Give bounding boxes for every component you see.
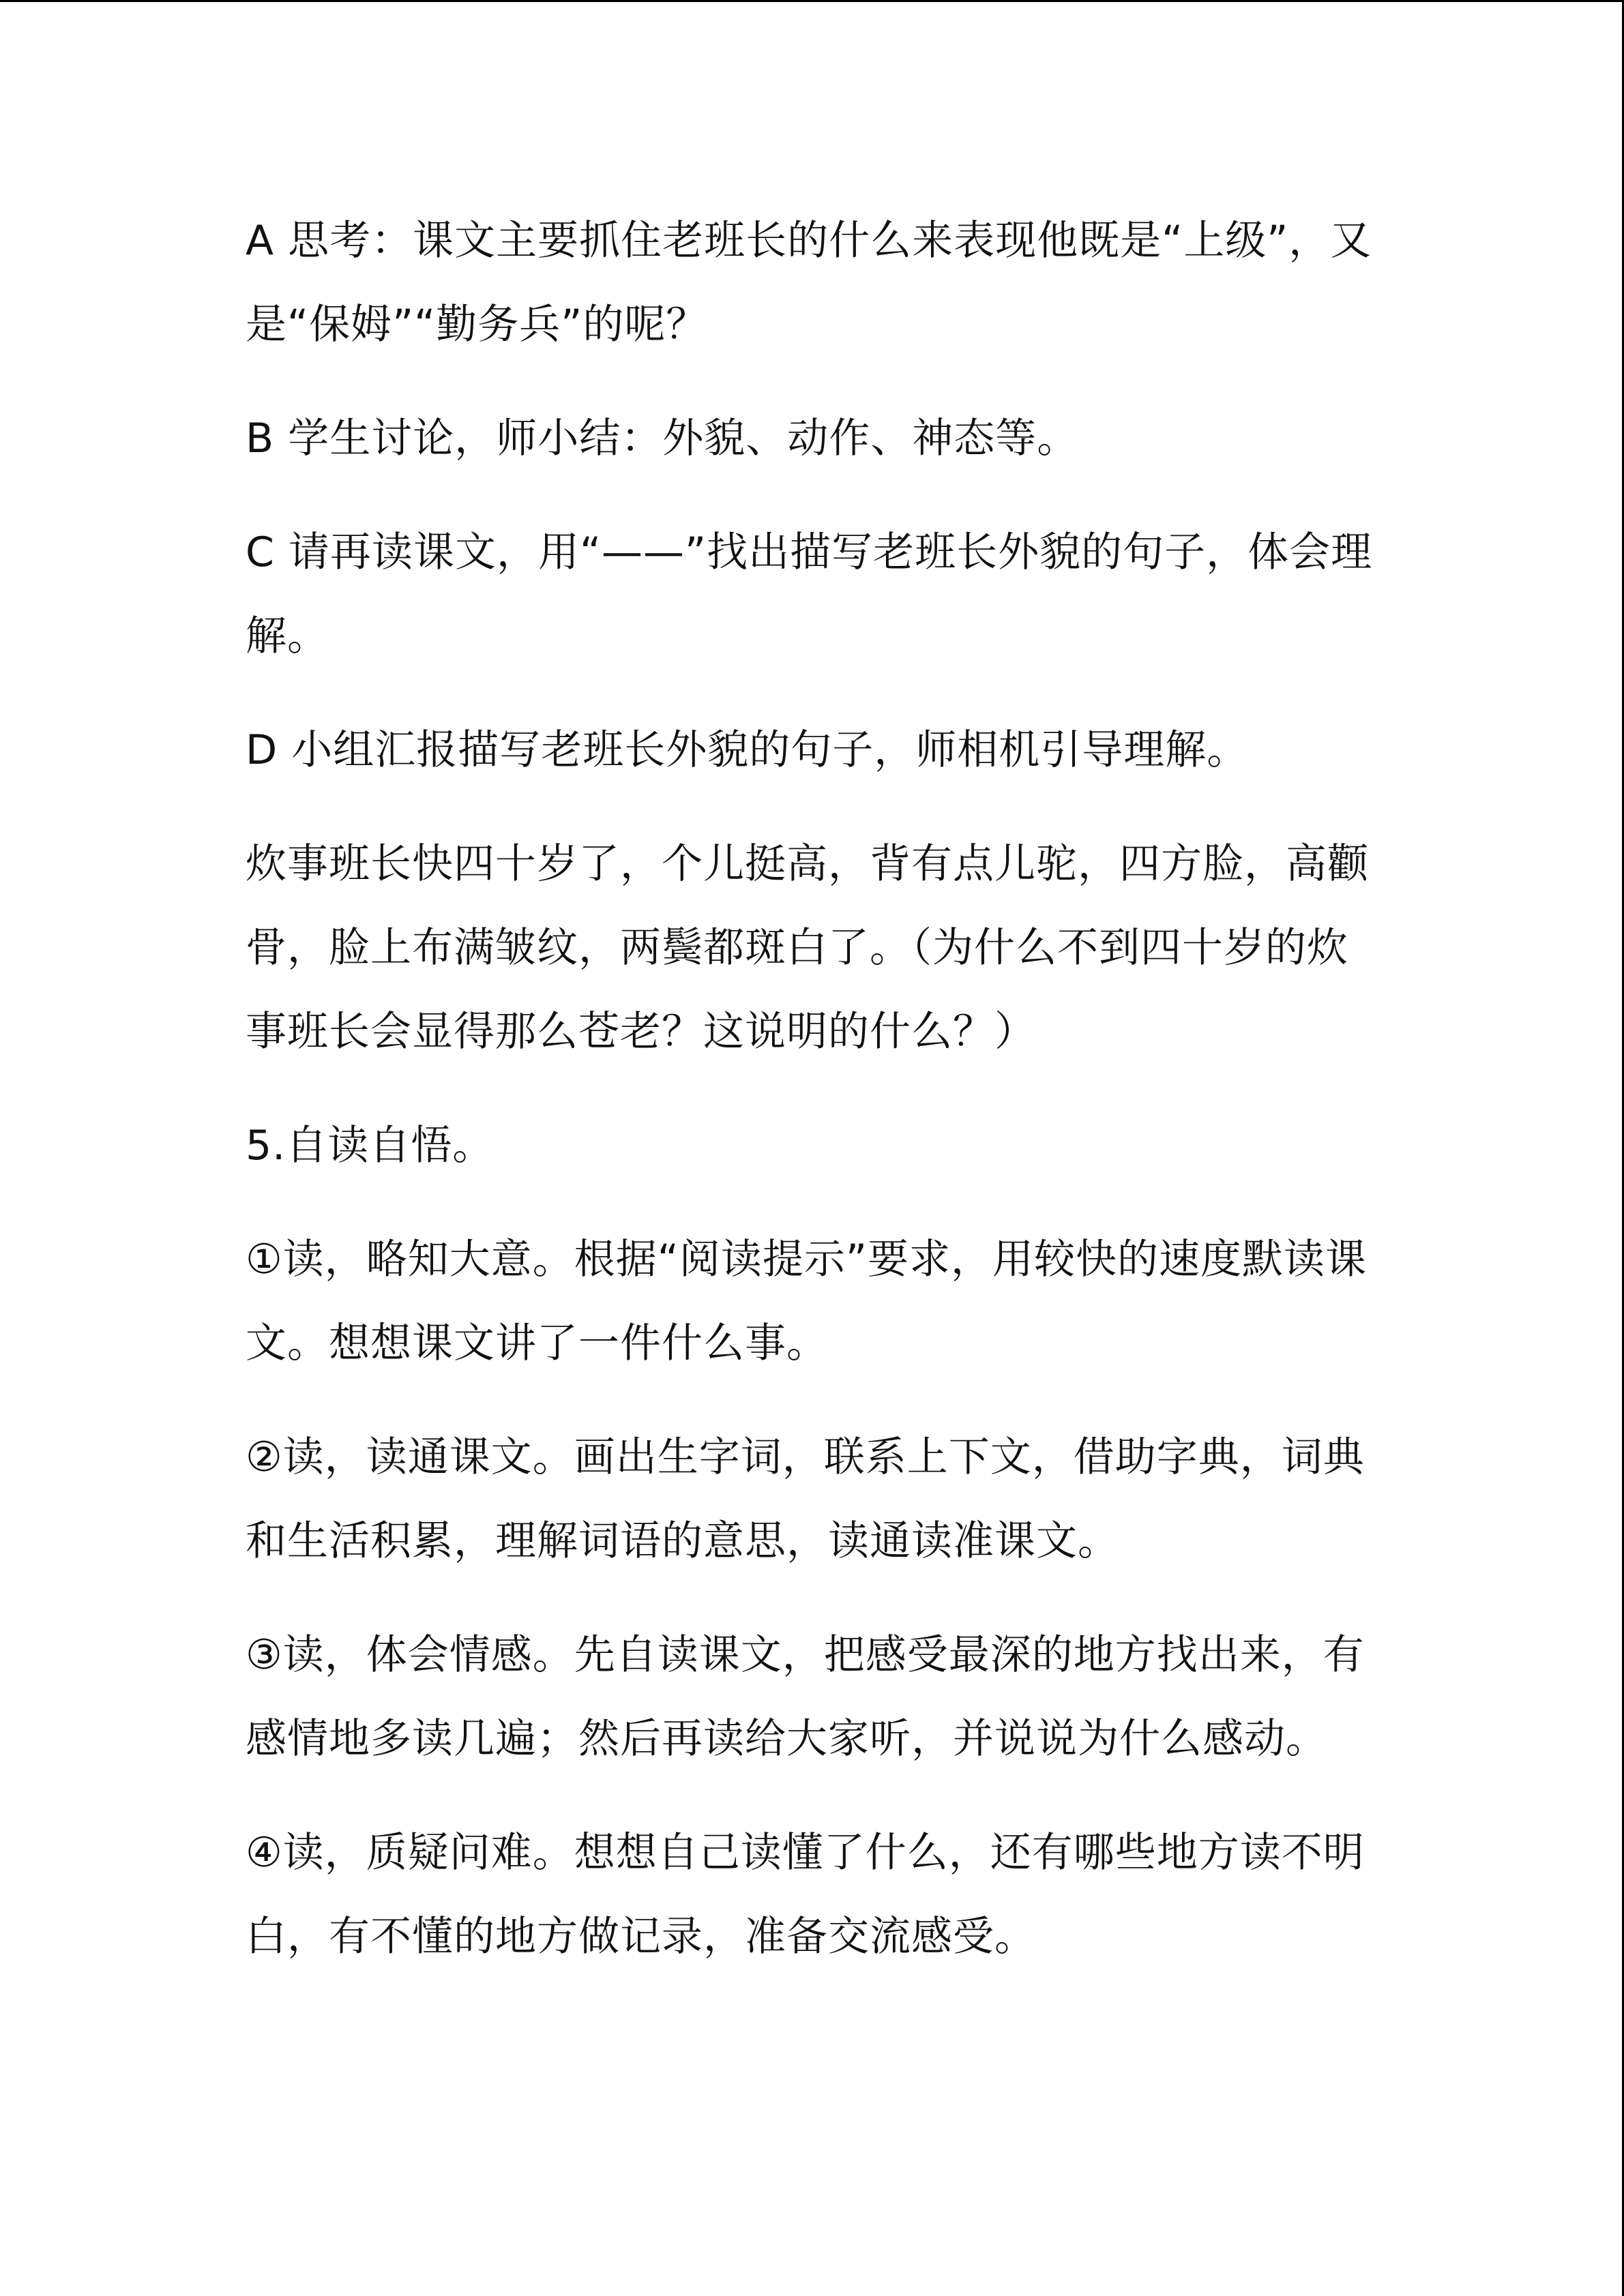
paragraph-c-reread: C 请再读课文，用“——”找出描写老班长外貌的句子，体会理解。 — [246, 528, 1373, 660]
paragraph-d-report: D 小组汇报描写老班长外貌的句子，师相机引导理解。 — [246, 726, 1249, 774]
paragraph-step-3: ③读，体会情感。先自读课文，把感受最深的地方找出来，有感情地多读几遍；然后再读给大家听，并说说为什么感动。 — [246, 1631, 1365, 1763]
paragraph-a-question: A 思考：课文主要抓住老班长的什么来表现他既是“上级”，又是“保姆”“勤务兵”的呢？ — [246, 217, 1372, 348]
paragraph-step-4: ④读，质疑问难。想想自己读懂了什么，还有哪些地方读不明白，有不懂的地方做记录，准备交流感受。 — [246, 1829, 1365, 1960]
top-border-line — [0, 0, 1624, 2]
document-body — [246, 199, 1378, 1979]
paragraph-self-reading-heading: 5.自读自悟。 — [246, 1122, 494, 1169]
paragraph-b-discussion: B 学生讨论，师小结：外貌、动作、神态等。 — [246, 415, 1079, 462]
paragraph-step-1: ①读，略知大意。根据“阅读提示”要求，用较快的速度默读课文。想想课文讲了一件什么事。 — [246, 1236, 1367, 1367]
paragraph-step-2: ②读，读通课文。画出生字词，联系上下文，借助字典，词典和生活积累，理解词语的意思，读通读准课文。 — [246, 1433, 1365, 1565]
paragraph-quote-description: 炊事班长快四十岁了，个儿挺高，背有点儿驼，四方脸，高颧骨，脸上布满皱纹，两鬓都斑白了。（为什么不到四十岁的炊事班长会显得那么苍老？这说明的什么？） — [246, 840, 1369, 1056]
